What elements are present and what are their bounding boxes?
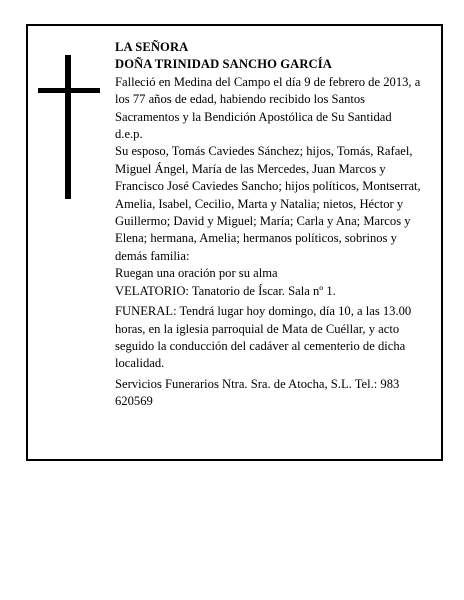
family-list: Su esposo, Tomás Caviedes Sánchez; hijos, Tomás, Rafael, Miguel Ángel, María de las Mercedes, Juan Marcos y Francisco José Caviedes Sancho; hijos políticos, Montserrat, Amelia, Isabel, Cecilio, Marta y Natalia; nietos, Héctor y Guillermo; David y Miguel; María; Carla y Ana; Marcos y Elena; hermana, Amelia; hermanos políticos, sobrinos y demás familia: xyxy=(115,144,421,263)
funeral-info: FUNERAL: Tendrá lugar hoy domingo, día 10, a las 13.00 horas, en la iglesia parroquial de Mata de Cuéllar, y acto seguido la conducción del cadáver al cementerio de dicha localidad. xyxy=(115,304,412,371)
obituary-notice xyxy=(26,24,443,461)
wake-info: VELATORIO: Tanatorio de Íscar. Sala nº 1. xyxy=(115,283,336,298)
cross-vertical-bar xyxy=(65,55,71,199)
death-announcement: Falleció en Medina del Campo el día 9 de febrero de 2013, a los 77 años de edad, habiendo recibido los Santos Sacramentos y la Bendición Apostólica de Su Santidad xyxy=(115,74,421,124)
prayer-request: Ruegan una oración por su alma xyxy=(115,266,278,281)
notice-title-line1: LA SEÑORA xyxy=(115,40,189,54)
cross-horizontal-bar xyxy=(38,88,100,93)
rip-abbreviation: d.e.p. xyxy=(115,127,143,142)
notice-body xyxy=(115,39,431,411)
funeral-services-contact: Servicios Funerarios Ntra. Sra. de Atocha, S.L. Tel.: 983 620569 xyxy=(115,376,400,409)
cross-icon xyxy=(38,55,100,199)
deceased-name: DOÑA TRINIDAD SANCHO GARCÍA xyxy=(115,57,332,72)
